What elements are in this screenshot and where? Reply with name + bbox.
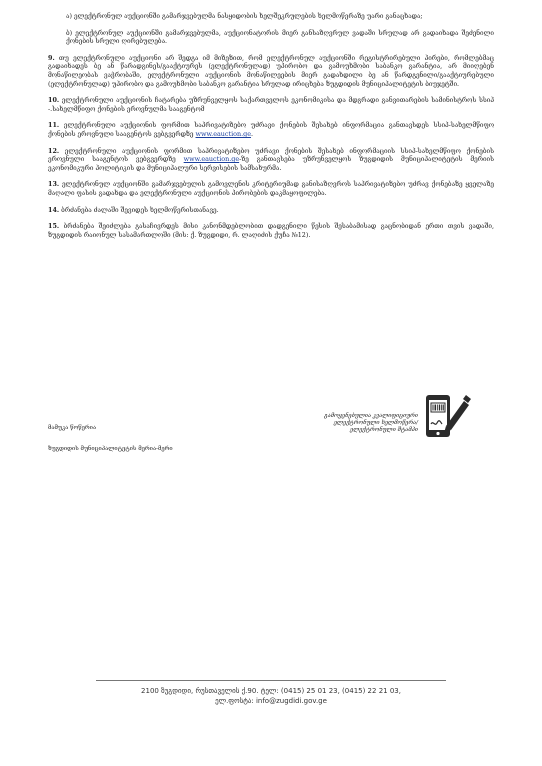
clause-10-text: ელექტრონული აუქციონის ჩატარება უზრუნველყოს საქართველოს ეკონომიკისა და მდგრადი განვითარების სამინისტროს სსიპ -.სახელმწიფო ქონების ეროვნულმა სააგენტომ [48, 96, 494, 113]
clause-14-number: 14. [48, 205, 60, 214]
clause-a: ა) ელექტრონულ აუქციონში გამარჯვებულმა ნასყიდობის ხელშეკრულების ხელმოწერაზე უარი განაცხადა; [66, 12, 423, 20]
clause-b: ბ) ელექტრონულ აუქციონში გამარჯვებულმა, აუქციონატორის მიერ განსაზღვრულ ვადაში სრულად არ გადაიხადა შეძენილი ქონების სრული ღირებულება. [66, 28, 494, 46]
electronic-signature-icon [424, 393, 472, 441]
clause-15 [48, 222, 494, 239]
footer-divider [96, 680, 446, 681]
clause-11-number: 11. [48, 121, 60, 130]
clause-14 [48, 206, 494, 215]
signer-name: მამუკა წოწერია [48, 425, 97, 431]
clause-12-end: -ზე განთავსება უზრუნველყოს ზუგდიდის მუნიციპალიტეტის მერიის ეკონომიკური პოლიტიკის და მუნიციპალური სერვისების სამსახურმა. [48, 155, 494, 172]
clause-13-number: 13. [48, 180, 60, 189]
clause-11-end: . [250, 129, 254, 138]
eauction-link-2[interactable]: www.eauction.ge [183, 155, 240, 164]
signer-position: ზუგდიდის მუნიციპალიტეტის მერია-მერი [48, 446, 173, 452]
clause-15-number: 15. [48, 222, 60, 231]
clause-9-number: 9. [48, 53, 55, 62]
clause-12-number: 12. [48, 146, 60, 155]
clause-13-text: ელექტრონულ აუქციონში გამარჯვებულის გამოვლენის კრიტერიუმად განისაზღვროს საპრივატიზებო უძრავ ქონებაზე ყველაზე მაღალი ფასის გადახდა და ელექტრონული აუქციონის პირობების დაკმაყოფილება. [48, 180, 494, 197]
clause-9 [48, 54, 494, 88]
footer-address: 2100 ზუგდიდი, რუსთაველის ქ.90. ტელ: (0415) 25 01 23, (0415) 22 21 03, [141, 687, 401, 695]
clause-11-text: ელექტრონული აუქციონის ფორმით საპრივატიზებო უძრავი ქონების შესახებ ინფორმაცია განთავსდეს სსიპ-სახელმწიფო ქონების ეროვნული სააგენტოს ვებგვერდზე [48, 121, 494, 138]
clause-13 [48, 180, 494, 197]
eauction-link[interactable]: www.eauction.ge [195, 129, 251, 138]
clause-12-text: ელექტრონული აუქციონის ფორმით საპრივატიზებო უძრავი ქონების შესახებ ინფორმაციის სსიპ-სახელმწიფო ქონების ეროვნული სააგენტოს ვებგვერდზე [48, 146, 494, 164]
clause-15-text: ბრძანება შეიძლება გასაჩივრდეს მისი კანონმდებლობით დადგენილი წესის შესაბამისად გაცნობიდან ერთი თვის ვადაში, ზუგდიდის რაიონულ სასამართლოში (მის: ქ. ზუგდიდი, რ. ლაღიძის ქუჩა №12). [48, 222, 494, 239]
clause-10-number: 10. [48, 96, 60, 105]
footer [80, 686, 462, 706]
clause-10 [48, 96, 494, 113]
clause-12 [48, 147, 494, 173]
footer-email: ელ.ფოსტა: info@zugdidi.gov.ge [215, 697, 327, 705]
esignature-label: გამოყენებულია კვალიფიციური ელექტრონული ხელმოწერა/ ელექტრონული შტამპი [324, 413, 418, 433]
clause-11 [48, 121, 494, 138]
decree-body [48, 12, 494, 247]
clause-14-text: ბრძანება ძალაში შევიდეს ხელმოწერისთანავე. [61, 205, 219, 214]
clause-9-text: თუ ელექტრონული აუქციონი არ შედგა იმ მიზეზით, რომ ელექტრონულ აუქციონში რეგისტრირებული პირები, რომლებმაც გადაიხადეს ბე ან წარადგინეს/გააქტიურეს (ელექტრონულად) უპირობო და გამოუხმობი საბანკო გარანტია, არ მიიღებენ მონაწილეობას ვაჭრობაში, ელექტრონული აუქციონის მონაწილეების მიერ გადახდილი ბე ან წარდგენილი/გააქტიურებული (ელექტრონულად) უპირობო და გამოუხმობი საბანკო გარანტია სრულად ირიცხება ზუგდიდის მუნიციპალიტეტის ბიუჯეტში. [48, 53, 494, 88]
